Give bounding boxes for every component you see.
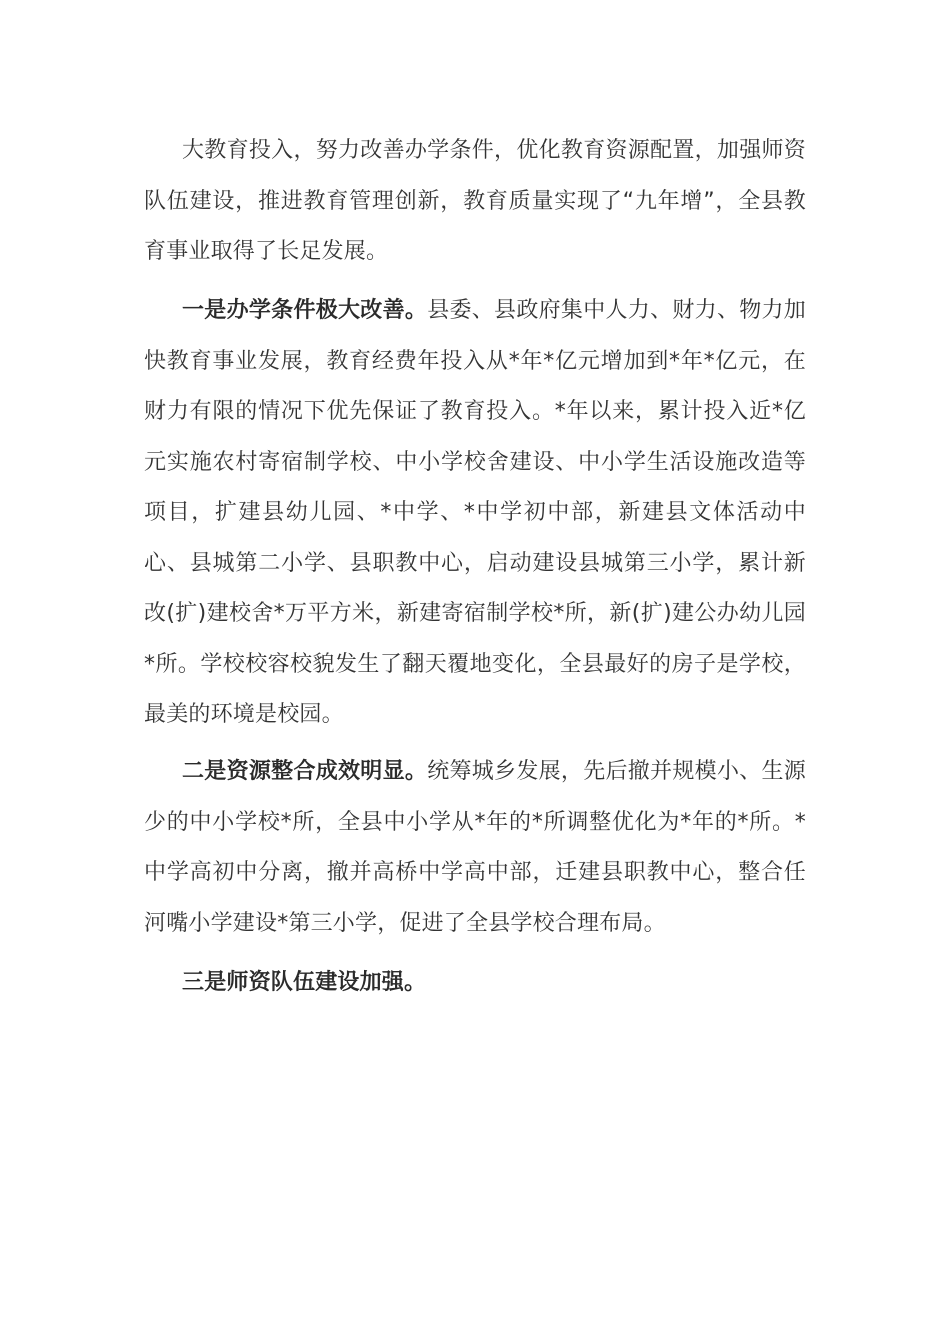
paragraph-resource-integration xyxy=(144,747,806,949)
paragraph-text: 大教育投入，努力改善办学条件，优化教育资源配置，加强师资队伍建设，推进教育管理创新，教育质量实现了“九年增”，全县教育事业取得了长足发展。 xyxy=(144,138,806,264)
paragraph-heading: 一是办学条件极大改善。 xyxy=(182,298,428,323)
paragraph-text: 县委、县政府集中人力、财力、物力加快教育事业发展，教育经费年投入从*年*亿元增加到*年*亿元，在财力有限的情况下优先保证了教育投入。*年以来，累计投入近*亿元实施农村寄宿制学校、中小学校舍建设、中小学生活设施改造等项目，扩建县幼儿园、*中学、*中学初中部，新建县文体活动中心、县城第二小学、县职教中心，启动建设县城第三小学，累计新改(扩)建校舍*万平方米，新建寄宿制学校*所，新(扩)建公办幼儿园*所。学校校容校貌发生了翻天覆地变化，全县最好的房子是学校，最美的环境是校园。 xyxy=(144,298,807,727)
paragraph-heading: 二是资源整合成效明显。 xyxy=(182,759,428,784)
paragraph-school-conditions xyxy=(144,286,806,741)
paragraph-education-intro xyxy=(144,126,806,278)
paragraph-teacher-team xyxy=(144,958,806,1009)
paragraph-heading: 三是师资队伍建设加强。 xyxy=(182,970,427,995)
paragraph-text: 统筹城乡发展，先后撤并规模小、生源少的中小学校*所，全县中小学从*年的*所调整优化为*年的*所。*中学高初中分离，撤并高桥中学高中部，迁建县职教中心，整合任河嘴小学建设*第三小学，促进了全县学校合理布局。 xyxy=(144,759,807,936)
